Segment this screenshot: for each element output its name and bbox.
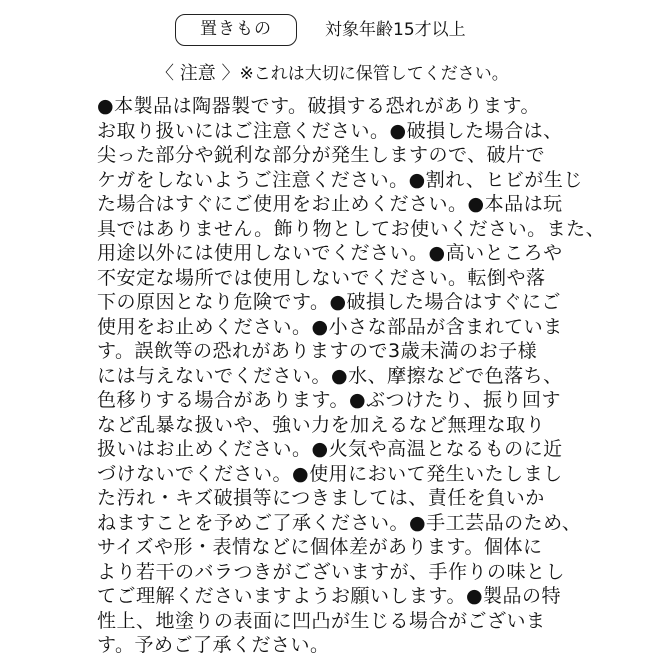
body-line: など乱暴な扱いや、強い力を加えるなど無理な取り (97, 413, 546, 436)
body-line: より若干のバラつきがございますが、手作りの味とし (97, 560, 566, 583)
body-line: 性上、地塗りの表面に凹凸が生じる場合がございま (97, 609, 546, 632)
body-line: 用途以外には使用しないでください。●高いところや (97, 242, 563, 264)
body-line: 尖った部分や鋭利な部分が発生しますので、破片で (97, 144, 546, 166)
body-line: た場合はすぐにご使用をお止めください。●本品は玩 (97, 193, 563, 215)
caution-line (156, 60, 509, 88)
body-line: 扱いはお止めください。●火気や高温となるものに近 (97, 438, 563, 460)
body-line: には与えないでください。●水、摩擦などで色落ち、 (97, 364, 563, 387)
body-line: ケガをしないようご注意ください。●割れ、ヒビが生じ (97, 168, 583, 191)
body-line: づけないでください。●使用において発生いたしまし (97, 462, 563, 485)
body-line: た汚れ・キズ破損等につきましては、責任を負いか (97, 487, 545, 509)
body-line: す。誤飲等の恐れがありますので3歳未満のお子様 (97, 340, 538, 362)
body-line: 下の原因となり危険です。●破損した場合はすぐにご (97, 291, 562, 313)
body-line: お取り扱いにはご注意ください。●破損した場合は、 (97, 119, 563, 142)
body-line: てご理解くださいますようお願いします。●製品の特 (97, 585, 562, 607)
target-age-text: 対象年齢15才以上 (325, 20, 466, 40)
category-label-box: 置きもの (175, 14, 297, 46)
body-line: す。予めご了承ください。 (97, 634, 330, 656)
caution-body (97, 94, 605, 658)
body-line: サイズや形・表情などに個体差があります。個体に (97, 536, 543, 558)
body-line: ねますことを予めご了承ください。●手工芸品のため、 (97, 511, 582, 534)
caution-heading: 〈 注意 〉 (156, 63, 240, 84)
body-line: 具ではありません。飾り物としてお使いください。また、 (97, 217, 606, 240)
body-line: 不安定な場所では使用しないでください。転倒や落 (97, 266, 546, 289)
caution-note: ※これは大切に保管してください。 (239, 64, 509, 84)
body-line: 使用をお止めください。●小さな部品が含まれていま (97, 315, 563, 338)
body-line: ●本製品は陶器製です。破損する恐れがあります。 (97, 95, 541, 117)
header-row (0, 10, 652, 50)
body-line: 色移りする場合があります。●ぶつけたり、振り回す (97, 389, 562, 411)
